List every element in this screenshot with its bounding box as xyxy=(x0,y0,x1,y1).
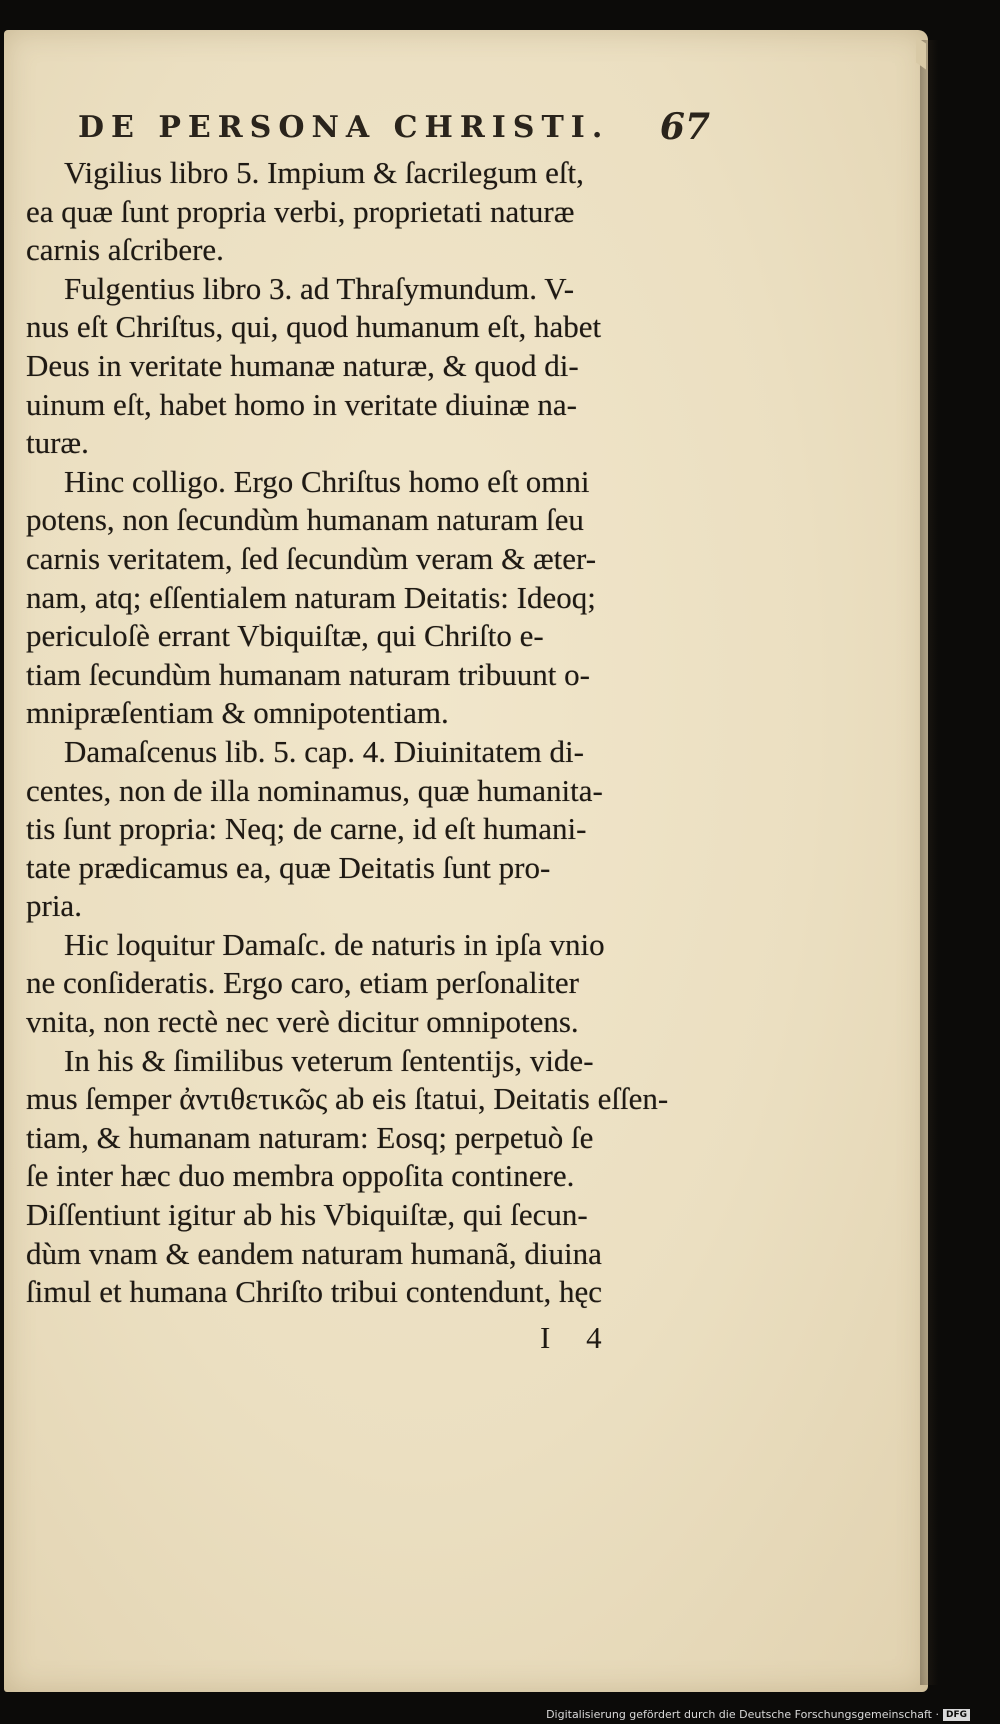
page-number: 67 xyxy=(659,106,710,148)
credit-text: Digitalisierung gefördert durch die Deutsche Forschungsgemeinschaft · xyxy=(546,1708,939,1721)
text-line: dùm vnam & eandem naturam humanã, diuina xyxy=(26,1235,602,1271)
text-line: mnipræſentiam & omnipotentiam. xyxy=(26,695,449,731)
text-line: Fulgentius libro 3. ad Thraſymundum. V- xyxy=(64,270,575,306)
text-line: centes, non de illa nominamus, quæ humanita- xyxy=(26,772,603,808)
text-line: potens, non ſecundùm humanam naturam ſeu xyxy=(26,502,584,538)
text-line: tiam, & humanam naturam: Eosq; perpetuò ſe xyxy=(26,1119,594,1155)
text-line: In his & ſimilibus veterum ſententijs, vide- xyxy=(64,1042,594,1078)
text-line: Diſſentiunt igitur ab his Vbiquiſtæ, qui ſecun- xyxy=(26,1197,588,1233)
text-line: Hinc colligo. Ergo Chriſtus homo eſt omni xyxy=(64,463,590,499)
text-line: ſimul et humana Chriſto tribui contendunt, hęc xyxy=(26,1274,602,1310)
text-line: vnita, non rectè nec verè dicitur omnipotens. xyxy=(26,1004,579,1040)
text-line: ea quæ ſunt propria verbi, proprietati naturæ xyxy=(26,193,575,229)
text-line: turæ. xyxy=(26,425,89,461)
text-line: ne conſideratis. Ergo caro, etiam perſonaliter xyxy=(26,965,579,1001)
text-line: nus eſt Chriſtus, qui, quod humanum eſt, habet xyxy=(26,309,602,345)
text-line: carnis veritatem, ſed ſecundùm veram & æter- xyxy=(26,540,597,576)
text-line: periculoſè errant Vbiquiſtæ, qui Chriſto e- xyxy=(26,618,544,654)
text-line: tis ſunt propria: Neq; de carne, id eſt humani- xyxy=(26,811,587,847)
text-line: Hic loquitur Damaſc. de naturis in ipſa vnio xyxy=(64,926,605,962)
page-header xyxy=(70,104,710,150)
text-line: uinum eſt, habet homo in veritate diuinæ na- xyxy=(26,386,577,422)
text-line: mus ſemper ἀντιθετικῶς ab eis ſtatui, Deitatis eſſen- xyxy=(26,1081,669,1117)
body-text xyxy=(26,154,716,1312)
text-line: nam, atq; eſſentialem naturam Deitatis: Ideoq; xyxy=(26,579,596,615)
running-head: DE PERSONA CHRISTI. xyxy=(78,110,610,145)
signature-mark: I 4 xyxy=(540,1320,616,1355)
text-line: pria. xyxy=(26,888,82,924)
text-line: tiam ſecundùm humanam naturam tribuunt o- xyxy=(26,656,590,692)
text-line: carnis aſcribere. xyxy=(26,232,224,268)
dfg-logo: DFG xyxy=(943,1709,970,1721)
text-line: tate prædicamus ea, quæ Deitatis ſunt pro- xyxy=(26,849,551,885)
text-line: ſe inter hæc duo membra oppoſita continere. xyxy=(26,1158,575,1194)
text-line: Deus in veritate humanæ naturæ, & quod di- xyxy=(26,347,579,383)
text-line: Damaſcenus lib. 5. cap. 4. Diuinitatem di- xyxy=(64,733,584,769)
text-line: Vigilius libro 5. Impium & ſacrilegum eſt, xyxy=(64,155,584,190)
page-edge-shadow xyxy=(920,40,938,1685)
digitization-credit xyxy=(546,1708,970,1721)
